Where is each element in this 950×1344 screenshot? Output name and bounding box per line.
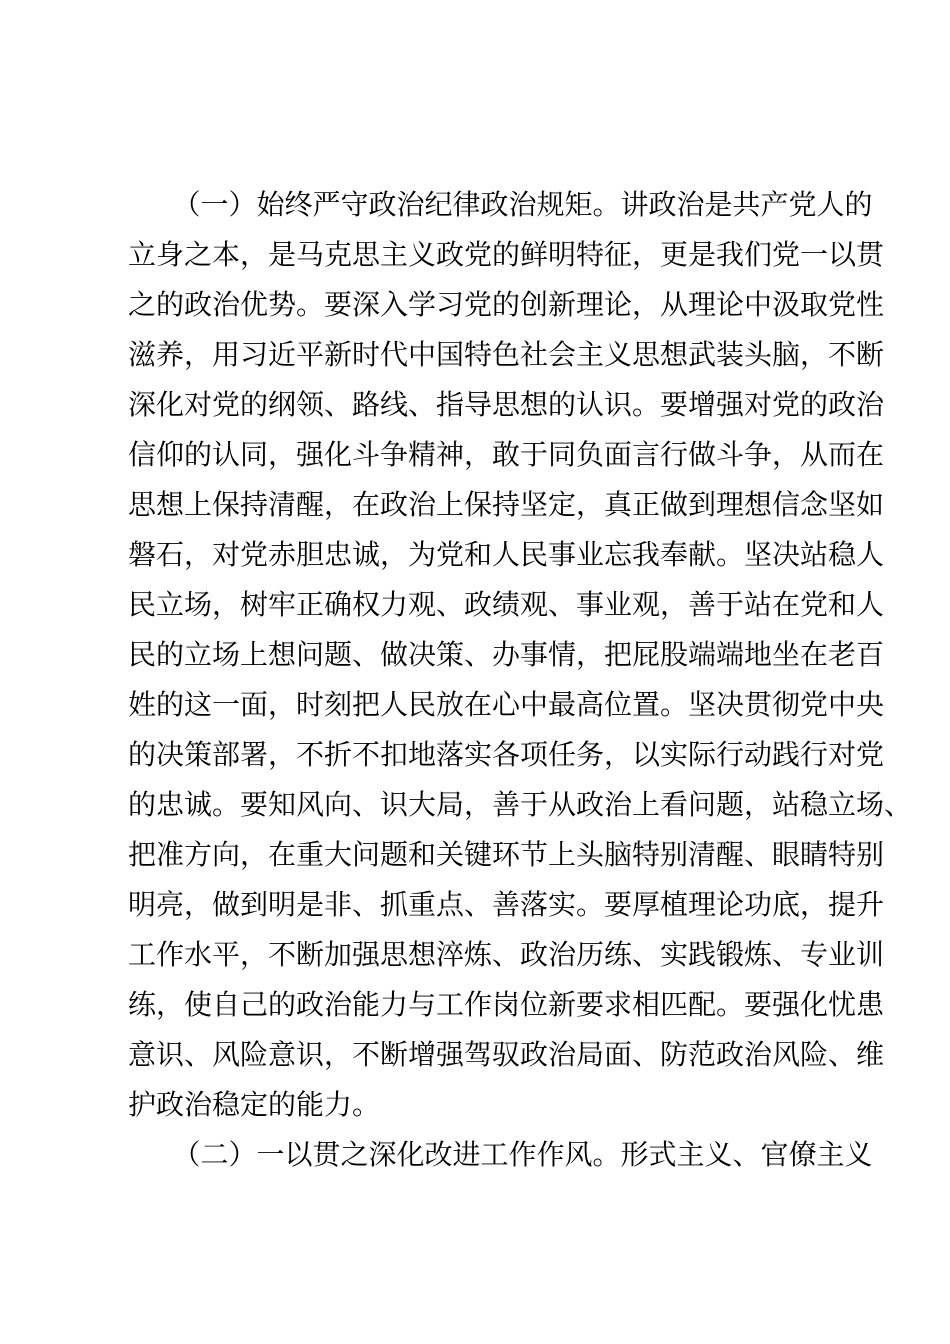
paragraph-1-line-6: 信仰的认同，强化斗争精神，敢于同负面言行做斗争，从而在 xyxy=(128,438,885,471)
paragraph-1-line-9: 民立场，树牢正确权力观、政绩观、事业观，善于站在党和人 xyxy=(128,588,885,621)
paragraph-1-line-16: 工作水平，不断加强思想淬炼、政治历练、实践锻炼、专业训 xyxy=(128,938,885,971)
paragraph-2-line-1: （二）一以贯之深化改进工作作风。形式主义、官僚主义 xyxy=(128,1138,873,1171)
paragraph-1-line-8: 磐石，对党赤胆忠诚，为党和人民事业忘我奉献。坚决站稳人 xyxy=(128,538,885,571)
paragraph-1-line-4: 滋养，用习近平新时代中国特色社会主义思想武装头脑，不断 xyxy=(128,338,885,371)
paragraph-1-line-7: 思想上保持清醒，在政治上保持坚定，真正做到理想信念坚如 xyxy=(128,488,885,521)
paragraph-1-line-12: 的决策部署，不折不扣地落实各项任务，以实际行动践行对党 xyxy=(128,738,885,771)
paragraph-1-line-13: 的忠诚。要知风向、识大局，善于从政治上看问题，站稳立场、 xyxy=(128,788,913,821)
paragraph-1-line-14: 把准方向，在重大问题和关键环节上头脑特别清醒、眼睛特别 xyxy=(128,838,885,871)
paragraph-1-line-19: 护政治稳定的能力。 xyxy=(128,1088,381,1121)
paragraph-1-line-5: 深化对党的纲领、路线、指导思想的认识。要增强对党的政治 xyxy=(128,388,885,421)
paragraph-1-line-3: 之的政治优势。要深入学习党的创新理论，从理论中汲取党性 xyxy=(128,288,885,321)
paragraph-1-line-1: （一）始终严守政治纪律政治规矩。讲政治是共产党人的 xyxy=(128,188,873,221)
paragraph-1-line-17: 练，使自己的政治能力与工作岗位新要求相匹配。要强化忧患 xyxy=(128,988,885,1021)
paragraph-1-line-18: 意识、风险意识，不断增强驾驭政治局面、防范政治风险、维 xyxy=(128,1038,885,1071)
paragraph-1-line-15: 明亮，做到明是非、抓重点、善落实。要厚植理论功底，提升 xyxy=(128,888,885,921)
paragraph-1-line-11: 姓的这一面，时刻把人民放在心中最高位置。坚决贯彻党中央 xyxy=(128,688,885,721)
paragraph-1-line-10: 民的立场上想问题、做决策、办事情，把屁股端端地坐在老百 xyxy=(128,638,885,671)
paragraph-1-line-2: 立身之本，是马克思主义政党的鲜明特征，更是我们党一以贯 xyxy=(128,238,885,271)
